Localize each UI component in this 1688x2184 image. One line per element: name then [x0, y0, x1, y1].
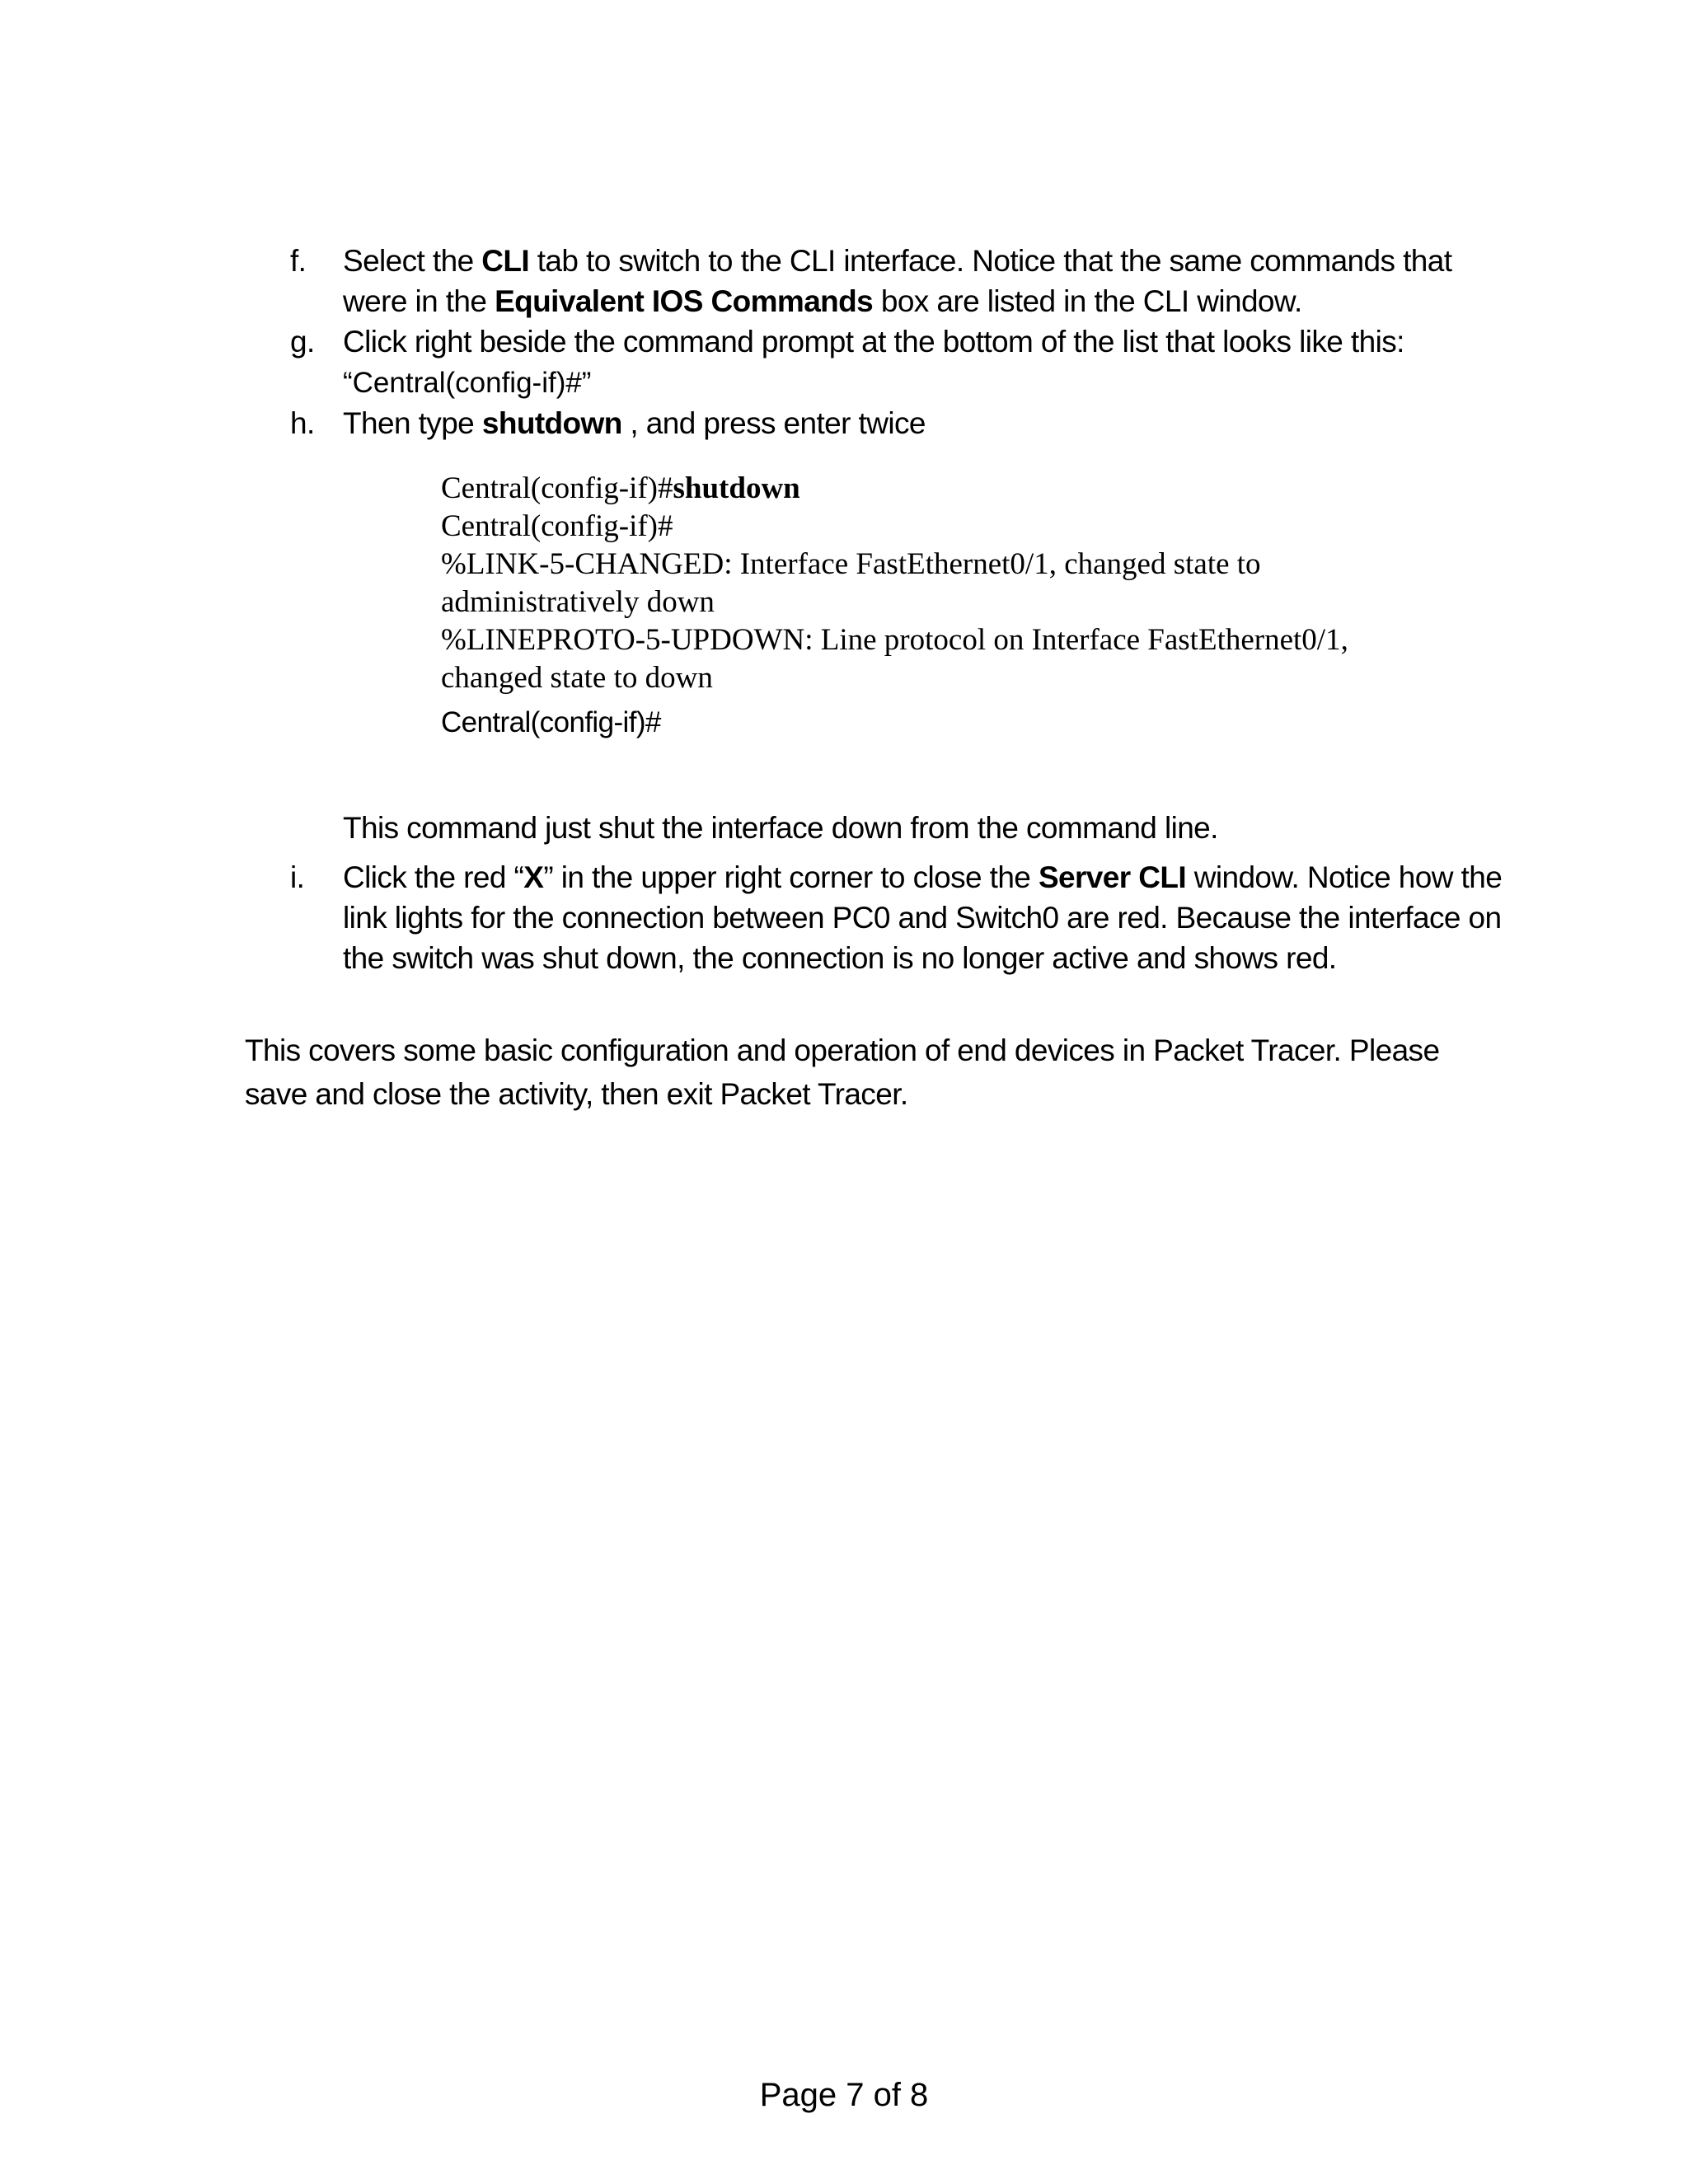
cli-command: shutdown	[673, 471, 800, 505]
step-list-continued	[290, 857, 1510, 978]
cli-line: administratively down	[441, 585, 715, 619]
bold-term: X	[523, 860, 544, 894]
step-text: box are listed in the CLI window.	[873, 284, 1302, 318]
step-text: Select the	[343, 244, 482, 278]
bold-term: Server CLI	[1038, 860, 1187, 894]
cli-prompt: Central(config-if)#	[441, 471, 673, 505]
step-text: Click the red “	[343, 860, 524, 894]
step-text: Then type	[343, 406, 482, 440]
step-g	[290, 321, 1510, 403]
step-text: tab to switch to the CLI interface. Notice that the same commands that were in the	[343, 244, 1452, 318]
step-i	[290, 857, 1510, 978]
bold-term: CLI	[481, 244, 530, 278]
step-text: ” in the upper right corner to close the	[543, 860, 1039, 894]
step-text: window. Notice how the link lights for the connection between PC0 and Switch0 are red. Because the interface on the switch was shut down, the connection is no longer active and shows red.	[343, 860, 1503, 975]
step-marker: f.	[290, 244, 307, 278]
cli-line: Central(config-if)#	[441, 706, 661, 738]
cli-line: Central(config-if)#	[441, 509, 673, 543]
step-text: , and press enter twice	[621, 406, 926, 440]
cli-line: %LINEPROTO-5-UPDOWN: Line protocol on Interface FastEthernet0/1,	[441, 623, 1348, 657]
bold-term: Equivalent IOS Commands	[495, 284, 874, 318]
step-marker: h.	[290, 406, 315, 440]
step-text: Click right beside the command prompt at the bottom of the list that looks like this:	[343, 325, 1404, 359]
bold-term: shutdown	[481, 406, 622, 440]
cli-output	[441, 470, 1512, 742]
closing-paragraph: This covers some basic configuration and operation of end devices in Packet Tracer. Please save and close the activity, then exit Packet Tracer.	[245, 1033, 1440, 1111]
step-h	[290, 403, 1510, 443]
cli-line: %LINK-5-CHANGED: Interface FastEthernet0/1, changed state to	[441, 547, 1261, 581]
prompt-example: “Central(config-if)#”	[343, 367, 592, 399]
step-marker: i.	[290, 860, 305, 894]
step-list	[290, 241, 1510, 443]
command-note: This command just shut the interface down from the command line.	[343, 811, 1218, 845]
page-number: Page 7 of 8	[759, 2077, 929, 2113]
step-marker: g.	[290, 325, 315, 359]
cli-line	[441, 470, 1512, 508]
step-f	[290, 241, 1510, 321]
cli-line: changed state to down	[441, 661, 713, 695]
